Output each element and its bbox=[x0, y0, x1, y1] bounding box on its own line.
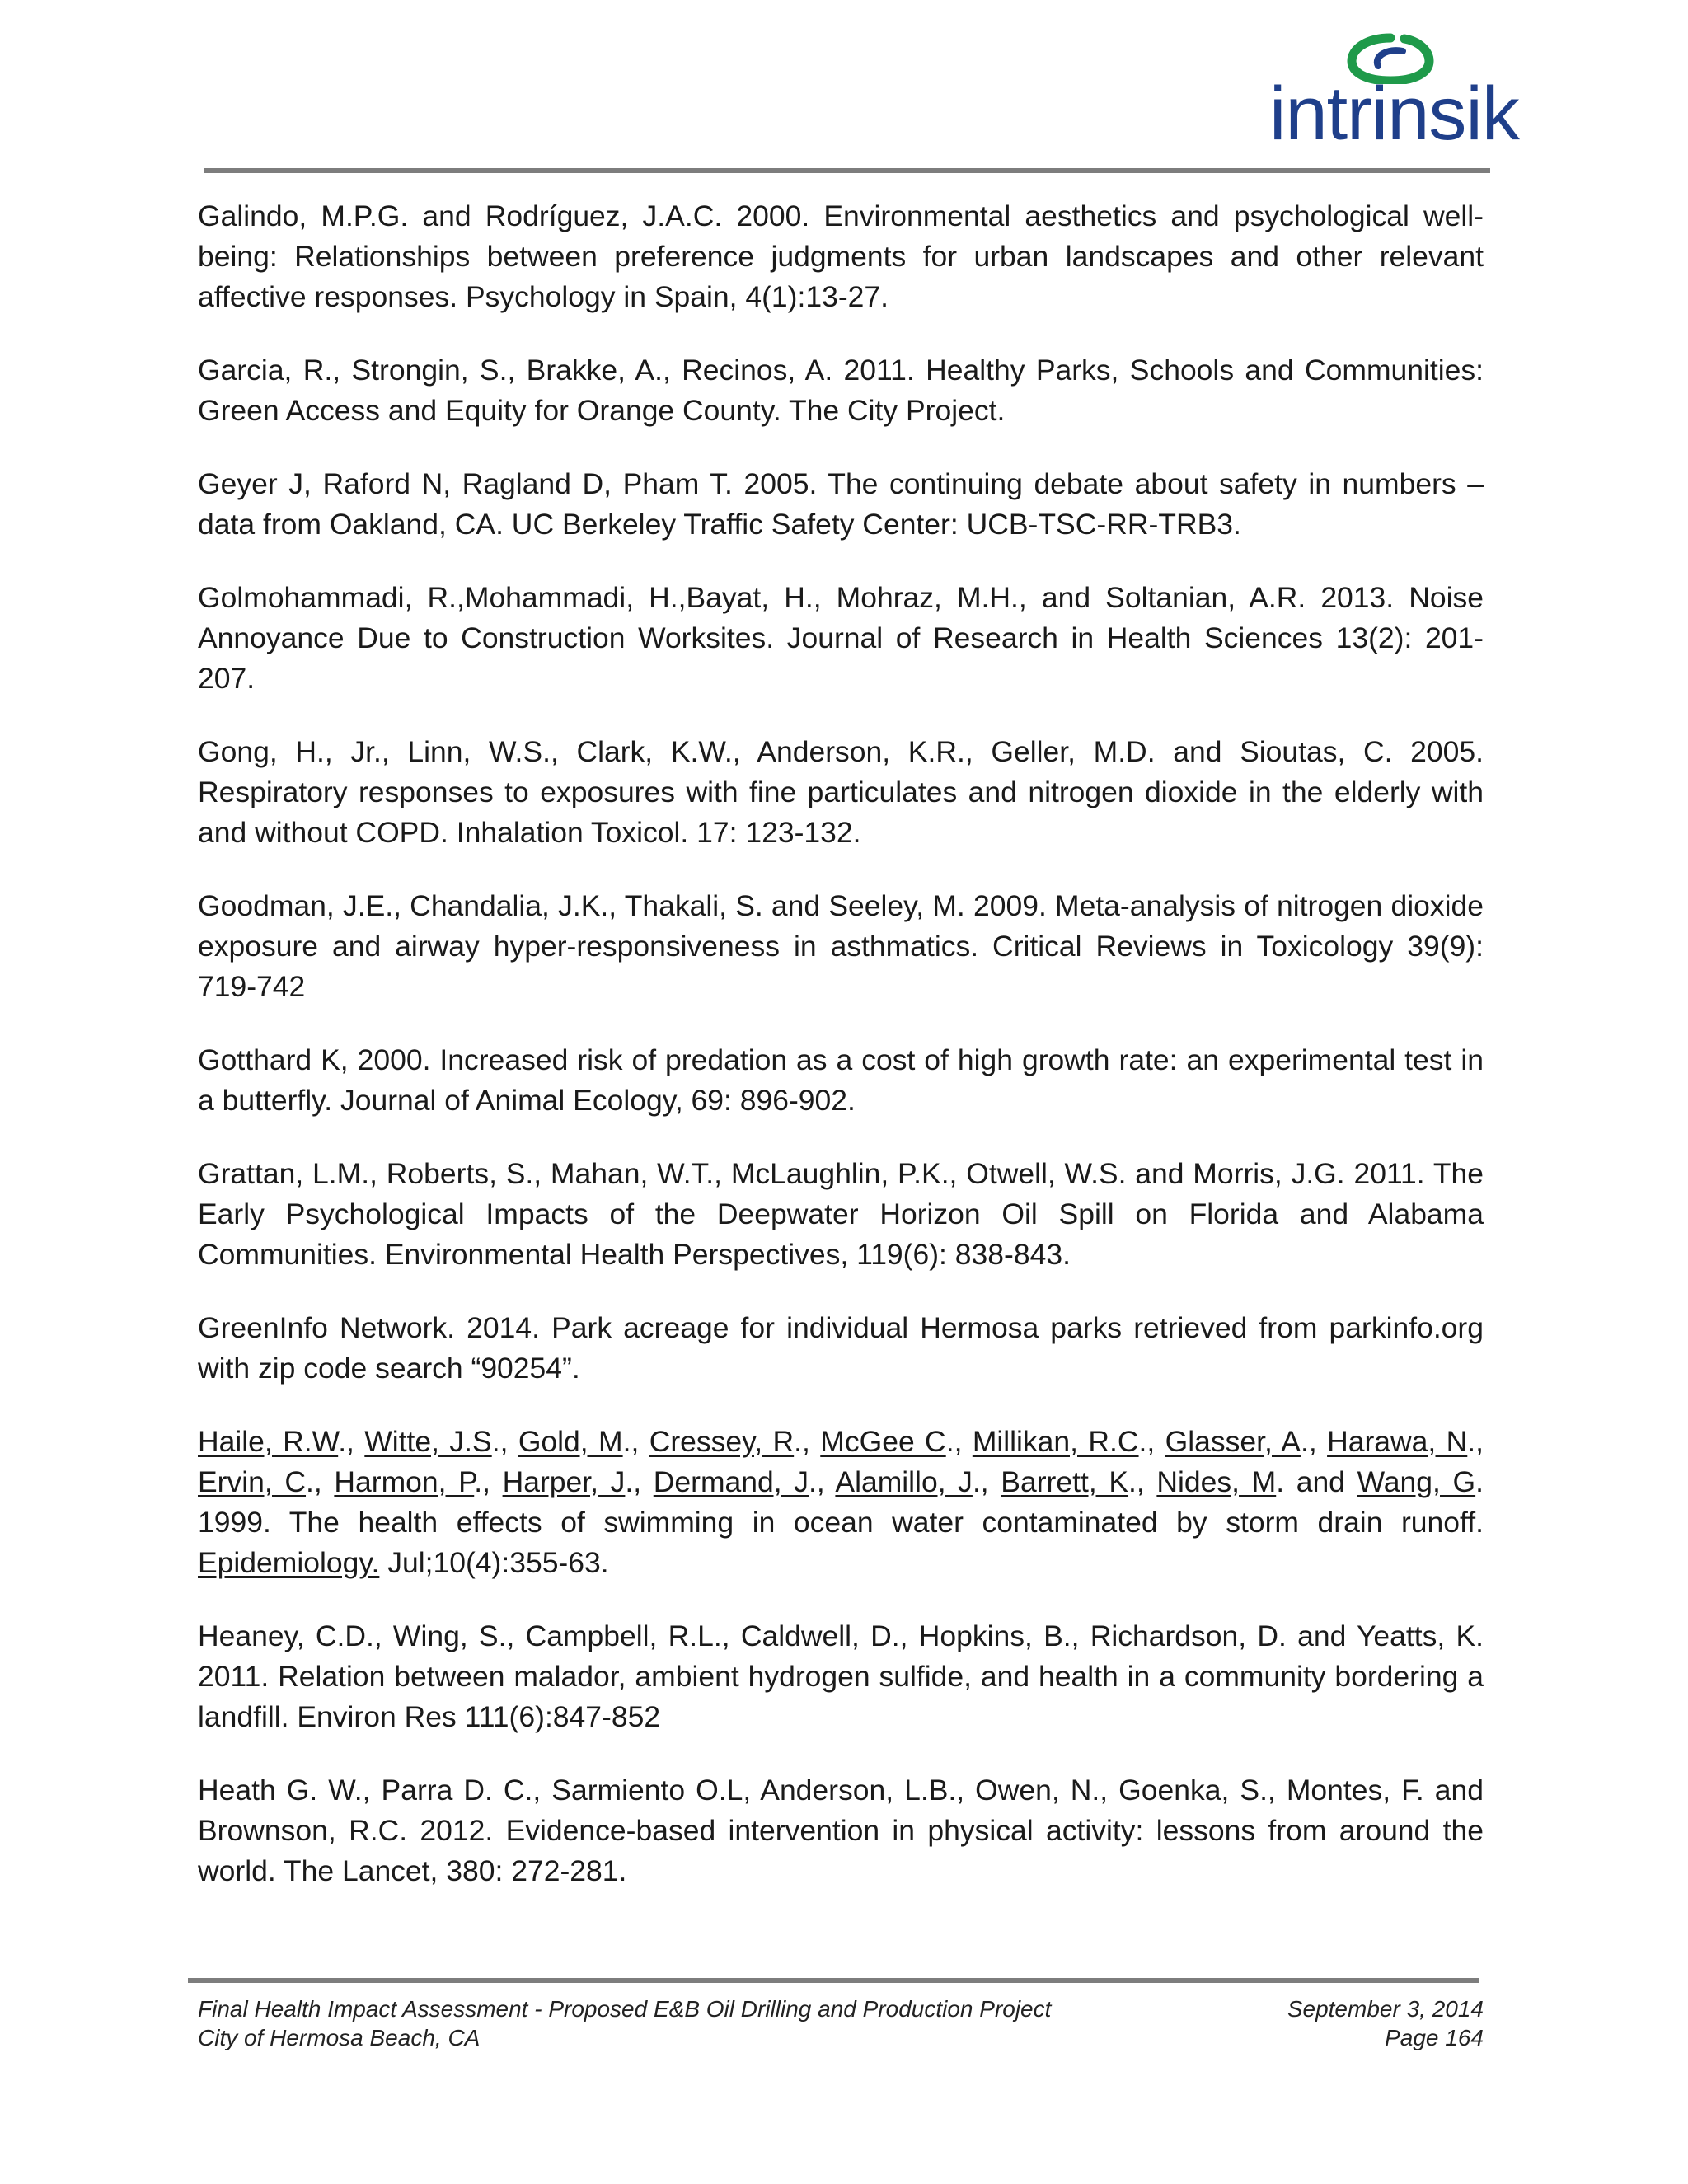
reference-entry bbox=[198, 1770, 1484, 1891]
reference-entry bbox=[198, 350, 1484, 431]
footer-document-title: Final Health Impact Assessment - Proposed E&B Oil Drilling and Production Project bbox=[198, 1996, 1052, 2022]
reference-text: ., bbox=[1300, 1425, 1328, 1458]
reference-text: ., bbox=[1138, 1425, 1165, 1458]
reference-text: ., bbox=[1467, 1425, 1484, 1458]
reference-text: Jul;10(4):355-63. bbox=[379, 1546, 609, 1579]
reference-text: Golmohammadi, R.,Mohammadi, H.,Bayat, H., Mohraz, M.H., and Soltanian, A.R. 2013. Noise Annoyance Due to Construction Worksites. Journal of Research in Health Sciences 13(2): 201-207. bbox=[198, 581, 1484, 695]
reference-text: Gotthard K, 2000. Increased risk of predation as a cost of high growth rate: an experimental test in a butterfly. Journal of Animal Ecology, 69: 896-902. bbox=[198, 1043, 1484, 1117]
reference-text: ., bbox=[809, 1465, 836, 1498]
reference-link[interactable]: McGee C bbox=[820, 1425, 946, 1458]
intrinsik-logo bbox=[1269, 33, 1519, 156]
reference-link[interactable]: Witte, J.S bbox=[364, 1425, 492, 1458]
reference-entry bbox=[198, 1154, 1484, 1275]
reference-link[interactable]: Wang, G bbox=[1357, 1465, 1476, 1498]
reference-text: Heath G. W., Parra D. C., Sarmiento O.L, Anderson, L.B., Owen, N., Goenka, S., Montes, F. and Brownson, R.C. 2012. Evidence-based intervention in physical activity: lessons from around the world. The Lancet, 380: 272-281. bbox=[198, 1774, 1484, 1887]
reference-text: Geyer J, Raford N, Ragland D, Pham T. 2005. The continuing debate about safety in numbers – data from Oakland, CA. UC Berkeley Traffic Safety Center: UCB-TSC-RR-TRB3. bbox=[198, 467, 1484, 541]
reference-link[interactable]: Epidemiology. bbox=[198, 1546, 380, 1579]
reference-text: . and bbox=[1276, 1465, 1357, 1498]
reference-list bbox=[198, 196, 1484, 1924]
reference-text: Galindo, M.P.G. and Rodríguez, J.A.C. 2000. Environmental aesthetics and psychological well-being: Relationships between preference judgments for urban landscapes and other relevant affective responses. Psychology in Spain, 4(1):13-27. bbox=[198, 199, 1484, 313]
reference-text: ., bbox=[491, 1425, 518, 1458]
reference-text: Gong, H., Jr., Linn, W.S., Clark, K.W., Anderson, K.R., Geller, M.D. and Sioutas, C. 2005. Respiratory responses to exposures with fine particulates and nitrogen dioxide in the elderly with and without COPD. Inhalation Toxicol. 17: 123-132. bbox=[198, 735, 1484, 849]
reference-link[interactable]: Gold, M bbox=[518, 1425, 623, 1458]
footer-page-number: Page 164 bbox=[1385, 2025, 1484, 2050]
reference-entry bbox=[198, 1616, 1484, 1737]
footer-divider bbox=[188, 1978, 1479, 1983]
reference-link[interactable]: Cressey, R bbox=[649, 1425, 795, 1458]
footer-date: September 3, 2014 bbox=[1287, 1996, 1484, 2022]
reference-entry bbox=[198, 1422, 1484, 1583]
reference-text: Garcia, R., Strongin, S., Brakke, A., Recinos, A. 2011. Healthy Parks, Schools and Communities: Green Access and Equity for Orange County. The City Project. bbox=[198, 354, 1484, 427]
reference-link[interactable]: Glasser, A bbox=[1165, 1425, 1301, 1458]
logo-wordmark: intrinsik bbox=[1269, 72, 1519, 156]
reference-text: ., bbox=[972, 1465, 1001, 1498]
reference-text: GreenInfo Network. 2014. Park acreage for individual Hermosa parks retrieved from parkinfo.org with zip code search “90254”. bbox=[198, 1311, 1484, 1385]
reference-link[interactable]: Harmon, P bbox=[334, 1465, 475, 1498]
reference-link[interactable]: Harper, J bbox=[502, 1465, 626, 1498]
reference-text: ., bbox=[306, 1465, 335, 1498]
reference-text: Grattan, L.M., Roberts, S., Mahan, W.T., McLaughlin, P.K., Otwell, W.S. and Morris, J.G. 2011. The Early Psychological Impacts of the Deepwater Horizon Oil Spill on Florida and Alabama Communities. Environmental Health Perspectives, 119(6): 838-843. bbox=[198, 1157, 1484, 1271]
reference-text: Goodman, J.E., Chandalia, J.K., Thakali, S. and Seeley, M. 2009. Meta-analysis of nitrogen dioxide exposure and airway hyper-responsiveness in asthmatics. Critical Reviews in Toxicology 39(9): 719-742 bbox=[198, 889, 1484, 1003]
reference-text: ., bbox=[794, 1425, 821, 1458]
reference-entry bbox=[198, 464, 1484, 545]
reference-link[interactable]: Harawa, N bbox=[1327, 1425, 1468, 1458]
reference-text: ., bbox=[945, 1425, 973, 1458]
reference-text: Heaney, C.D., Wing, S., Campbell, R.L., Caldwell, D., Hopkins, B., Richardson, D. and Yeatts, K. 2011. Relation between malador, ambient hydrogen sulfide, and health in a community bordering a landfill. Environ Res 111(6):847-852 bbox=[198, 1619, 1484, 1733]
reference-entry bbox=[198, 732, 1484, 853]
header-divider bbox=[204, 168, 1490, 173]
reference-text: ., bbox=[474, 1465, 503, 1498]
reference-link[interactable]: Millikan, R.C bbox=[972, 1425, 1139, 1458]
reference-entry bbox=[198, 1040, 1484, 1121]
reference-link[interactable]: Nides, M bbox=[1156, 1465, 1277, 1498]
reference-text: ., bbox=[625, 1465, 654, 1498]
reference-text: . 1999. The health effects of swimming in ocean water contaminated by storm drain runoff. bbox=[198, 1465, 1484, 1539]
reference-entry bbox=[198, 578, 1484, 699]
reference-text: ., bbox=[1128, 1465, 1157, 1498]
reference-entry bbox=[198, 1308, 1484, 1389]
reference-entry bbox=[198, 886, 1484, 1007]
footer-location: City of Hermosa Beach, CA bbox=[198, 2025, 481, 2050]
reference-link[interactable]: Barrett, K bbox=[1001, 1465, 1129, 1498]
reference-link[interactable]: Haile, R.W bbox=[198, 1425, 339, 1458]
reference-entry bbox=[198, 196, 1484, 317]
reference-link[interactable]: Ervin, C bbox=[198, 1465, 307, 1498]
reference-link[interactable]: Alamillo, J bbox=[835, 1465, 973, 1498]
reference-link[interactable]: Dermand, J bbox=[653, 1465, 809, 1498]
page-footer bbox=[198, 1994, 1484, 2052]
reference-text: ., bbox=[338, 1425, 365, 1458]
reference-text: ., bbox=[622, 1425, 649, 1458]
